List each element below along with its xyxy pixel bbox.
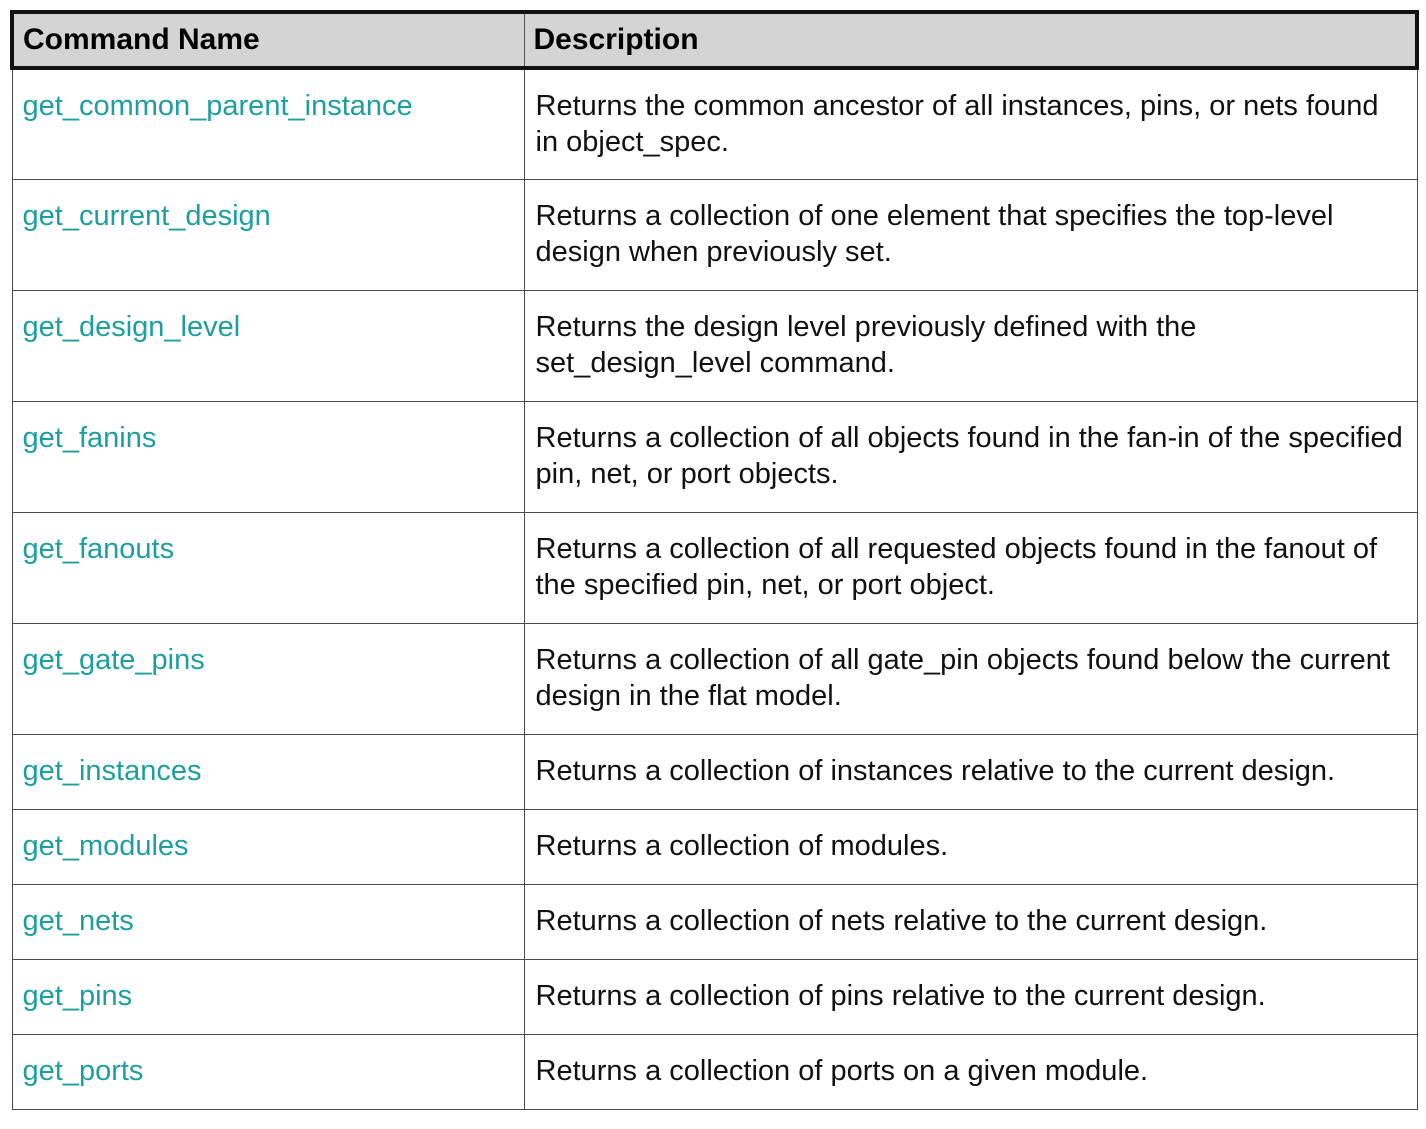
description-cell: Returns the design level previously defined with the set_design_level command. xyxy=(524,290,1417,401)
command-table-container xyxy=(10,10,1415,1110)
command-name-cell[interactable]: get_design_level xyxy=(12,290,524,401)
header-description: Description xyxy=(524,12,1417,68)
description-cell: Returns a collection of modules. xyxy=(524,809,1417,884)
table-row xyxy=(12,401,1417,512)
command-name-cell[interactable]: get_fanouts xyxy=(12,512,524,623)
table-row xyxy=(12,512,1417,623)
table-row xyxy=(12,623,1417,734)
command-name-cell[interactable]: get_fanins xyxy=(12,401,524,512)
table-row xyxy=(12,290,1417,401)
command-name-cell[interactable]: get_nets xyxy=(12,884,524,959)
command-table xyxy=(10,10,1419,1110)
description-cell: Returns a collection of all objects found in the fan-in of the specified pin, net, or port objects. xyxy=(524,401,1417,512)
description-cell: Returns a collection of instances relative to the current design. xyxy=(524,734,1417,809)
command-name-cell[interactable]: get_modules xyxy=(12,809,524,884)
description-cell: Returns a collection of all requested objects found in the fanout of the specified pin, net, or port object. xyxy=(524,512,1417,623)
command-name-cell[interactable]: get_current_design xyxy=(12,179,524,290)
description-cell: Returns a collection of nets relative to the current design. xyxy=(524,884,1417,959)
command-name-cell[interactable]: get_ports xyxy=(12,1034,524,1109)
command-name-cell[interactable]: get_instances xyxy=(12,734,524,809)
table-row xyxy=(12,1034,1417,1109)
table-row xyxy=(12,809,1417,884)
table-row xyxy=(12,734,1417,809)
command-name-cell[interactable]: get_pins xyxy=(12,959,524,1034)
table-body xyxy=(12,68,1417,1109)
description-cell: Returns a collection of all gate_pin objects found below the current design in the flat model. xyxy=(524,623,1417,734)
description-cell: Returns the common ancestor of all instances, pins, or nets found in object_spec. xyxy=(524,68,1417,179)
command-name-cell[interactable]: get_common_parent_instance xyxy=(12,68,524,179)
table-row xyxy=(12,179,1417,290)
description-cell: Returns a collection of ports on a given module. xyxy=(524,1034,1417,1109)
table-row xyxy=(12,884,1417,959)
header-row xyxy=(12,12,1417,68)
header-command-name: Command Name xyxy=(12,12,524,68)
table-header xyxy=(12,12,1417,68)
table-row xyxy=(12,68,1417,179)
command-name-cell[interactable]: get_gate_pins xyxy=(12,623,524,734)
table-row xyxy=(12,959,1417,1034)
description-cell: Returns a collection of one element that specifies the top-level design when previously set. xyxy=(524,179,1417,290)
description-cell: Returns a collection of pins relative to the current design. xyxy=(524,959,1417,1034)
